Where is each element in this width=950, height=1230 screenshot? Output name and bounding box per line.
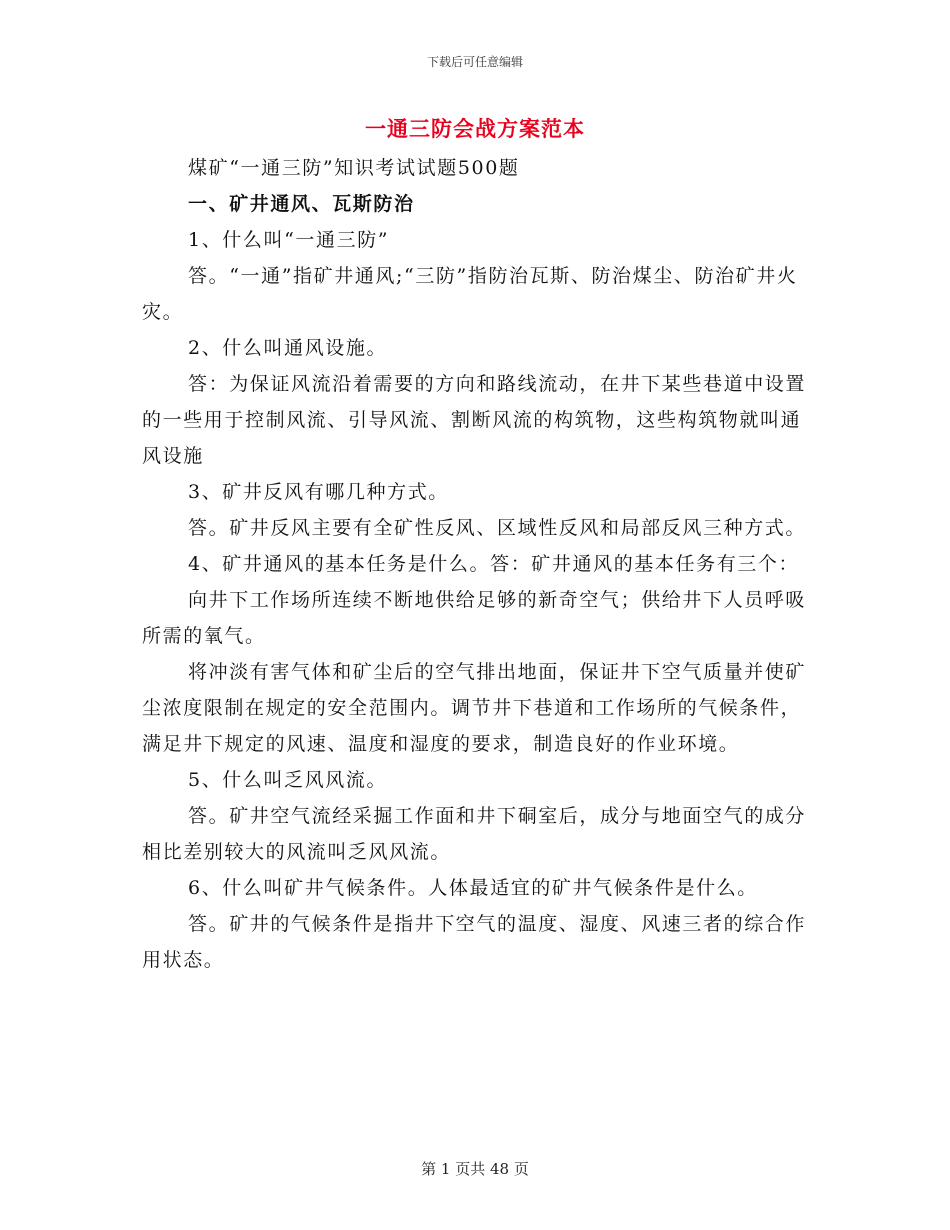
answer: 答：为保证风流沿着需要的方向和路线流动，在井下某些巷道中设置的一些用于控制风流、引导风流、割断风流的构筑物，这些构筑物就叫通风设施 — [142, 373, 807, 467]
document-body — [142, 150, 812, 978]
answer: 向井下工作场所连续不断地供给足够的新奇空气；供给井下人员呼吸所需的氧气。 — [142, 589, 807, 647]
answer: 答。“一通”指矿井通风;“三防”指防治瓦斯、防治煤尘、防治矿井火灾。 — [142, 265, 798, 323]
document-title: 一通三防会战方案范本 — [365, 116, 585, 141]
question: 3、矿井反风有哪几种方式。 — [188, 481, 449, 503]
question: 5、什么叫乏风风流。 — [188, 769, 388, 791]
answer: 答。矿井空气流经采掘工作面和井下硐室后，成分与地面空气的成分相比差别较大的风流叫乏风风流。 — [142, 805, 807, 863]
answer: 将冲淡有害气体和矿尘后的空气排出地面，保证井下空气质量并使矿尘浓度限制在规定的安全范围内。调节井下巷道和工作场所的气候条件，满足井下规定的风速、温度和湿度的要求，制造良好的作业环境。 — [142, 661, 807, 755]
answer: 答。矿井反风主要有全矿性反风、区域性反风和局部反风三种方式。 — [188, 517, 807, 539]
paragraph: 煤矿“一通三防”知识考试试题500题 — [188, 157, 520, 179]
page-header: 下载后可任意编辑 — [426, 55, 523, 69]
page-footer: 第 1 页共 48 页 — [421, 1160, 529, 1178]
question: 1、什么叫“一通三防” — [188, 229, 390, 251]
question: 2、什么叫通风设施。 — [188, 337, 388, 359]
section-heading: 一、矿井通风、瓦斯防治 — [188, 193, 415, 215]
answer: 答。矿井的气候条件是指井下空气的温度、湿度、风速三者的综合作用状态。 — [142, 913, 807, 971]
question: 6、什么叫矿井气候条件。人体最适宜的矿井气候条件是什么。 — [188, 877, 758, 899]
question: 4、矿井通风的基本任务是什么。答：矿井通风的基本任务有三个： — [188, 553, 800, 575]
